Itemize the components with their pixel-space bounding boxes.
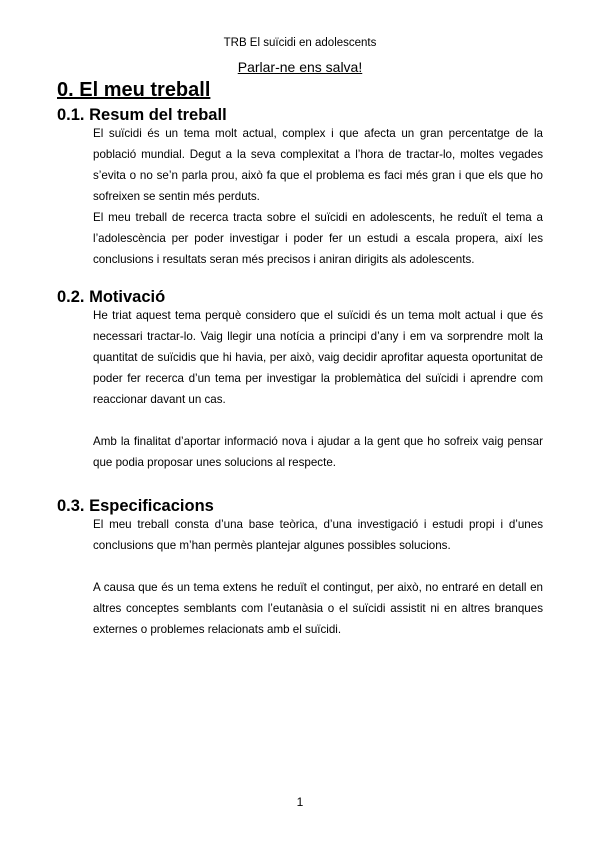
running-header: TRB El suïcidi en adolescents xyxy=(223,37,377,49)
chapter-title: 0. El meu treball xyxy=(57,79,211,101)
paragraph: A causa que és un tema extens he reduït el contingut, per això, no entraré en detall en altres conceptes semblants com l’eutanàsia o el suïcidi assistit ni en altres branques externes o problemes relacionats amb el suïcidi. xyxy=(93,581,543,636)
paragraph: Amb la finalitat d’aportar informació nova i ajudar a la gent que ho sofreix vaig pensar que podia proposar unes solucions al respecte. xyxy=(93,435,543,469)
section-body-resum xyxy=(93,123,543,270)
paragraph: El meu treball consta d’una base teòrica, d’una investigació i estudi propi i d’unes conclusions que m’han permès plantejar algunes possibles solucions. xyxy=(93,518,543,552)
paragraph: El suïcidi és un tema molt actual, complex i que afecta un gran percentatge de la població mundial. Degut a la seva complexitat a l’hora de tractar-lo, moltes vegades s’evita o no se’n parla prou, això fa que el problema es faci més gran i que els que ho sofreixen se sentin més perduts. xyxy=(93,127,543,203)
paragraph: He triat aquest tema perquè considero que el suïcidi és un tema molt actual i que és necessari tractar-lo. Vaig llegir una notícia a principi d’any i em va sorprendre molt la quantitat de suïcidis que hi havia, per això, vaig decidir aprofitar aquesta oportunitat de poder fer recerca d’un tema per investigar la problemàtica del suïcidi i aprendre com reaccionar davant un cas. xyxy=(93,309,543,406)
section-title-motivacio: 0.2. Motivació xyxy=(57,288,166,306)
section-title-resum: 0.1. Resum del treball xyxy=(57,106,227,124)
page-number: 1 xyxy=(296,795,304,809)
subtitle-text: Parlar-ne ens salva! xyxy=(237,59,363,75)
paragraph: El meu treball de recerca tracta sobre el suïcidi en adolescents, he reduït el tema a l’adolescència per poder investigar i poder fer un estudi a escala propera, així les conclusions i resultats seran més precisos i aniran dirigits als adolescents. xyxy=(93,211,543,266)
document-subtitle xyxy=(0,59,600,75)
section-title-especificacions: 0.3. Especificacions xyxy=(57,497,214,515)
paragraph-gap xyxy=(93,556,543,577)
section-body-motivacio xyxy=(93,305,543,473)
section-body-especificacions xyxy=(93,514,543,640)
paragraph-gap xyxy=(93,410,543,431)
